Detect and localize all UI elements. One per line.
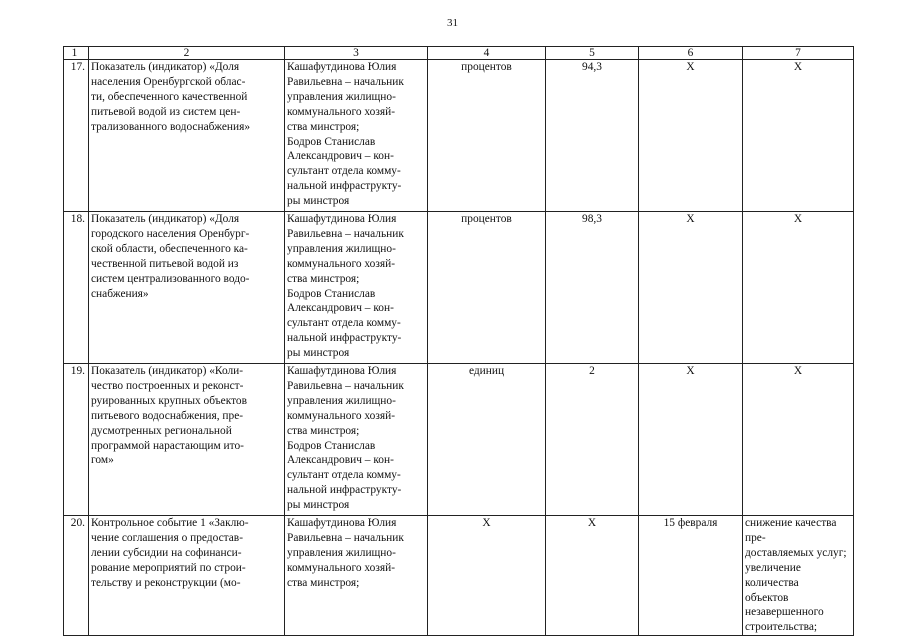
row-number: 19. (64, 364, 89, 516)
row-number: 17. (64, 60, 89, 212)
row-value: 2 (546, 364, 639, 516)
table-row (64, 212, 854, 364)
header-cell: 2 (89, 47, 285, 60)
header-cell: 3 (285, 47, 428, 60)
row-value: 94,3 (546, 60, 639, 212)
row-col7: снижение качества пре- доставляемых услуг; увеличение количества объектов незавершенного строительства; (743, 516, 854, 636)
row-col6: X (639, 60, 743, 212)
row-unit: единиц (428, 364, 546, 516)
row-value: X (546, 516, 639, 636)
row-unit: процентов (428, 212, 546, 364)
table-row (64, 60, 854, 212)
row-col7: X (743, 60, 854, 212)
document-table (63, 46, 854, 636)
header-cell: 6 (639, 47, 743, 60)
row-col7: X (743, 364, 854, 516)
row-value: 98,3 (546, 212, 639, 364)
row-col6: X (639, 212, 743, 364)
row-responsible: Кашафутдинова Юлия Равильевна – начальник управления жилищно- коммунального хозяй- ства минстроя; Бодров Станислав Александрович – кон- сультант отдела комму- нальной инфраструкту- ры минстроя (285, 60, 428, 212)
header-row (64, 47, 854, 60)
row-number: 18. (64, 212, 89, 364)
row-responsible: Кашафутдинова Юлия Равильевна – начальник управления жилищно- коммунального хозяй- ства минстроя; Бодров Станислав Александрович – кон- сультант отдела комму- нальной инфраструкту- ры минстроя (285, 364, 428, 516)
row-col7: X (743, 212, 854, 364)
row-col6: X (639, 364, 743, 516)
row-col6: 15 февраля (639, 516, 743, 636)
row-name: Контрольное событие 1 «Заклю- чение соглашения о предостав- лении субсидии на софинанси- рование мероприятий по строи- тельству и реконструкции (мо- (89, 516, 285, 636)
row-unit: X (428, 516, 546, 636)
table-row (64, 516, 854, 636)
header-cell: 5 (546, 47, 639, 60)
header-cell: 7 (743, 47, 854, 60)
page-number: 31 (447, 17, 458, 29)
row-name: Показатель (индикатор) «Доля населения Оренбургской облас- ти, обеспеченного качественной питьевой водой из систем цен- трализованного водоснабжения» (89, 60, 285, 212)
header-cell: 4 (428, 47, 546, 60)
row-responsible: Кашафутдинова Юлия Равильевна – начальник управления жилищно- коммунального хозяй- ства минстроя; Бодров Станислав Александрович – кон- сультант отдела комму- нальной инфраструкту- ры минстроя (285, 212, 428, 364)
row-unit: процентов (428, 60, 546, 212)
header-cell: 1 (64, 47, 89, 60)
row-number: 20. (64, 516, 89, 636)
row-name: Показатель (индикатор) «Доля городского населения Оренбург- ской области, обеспеченного ка- чественной питьевой водой из систем централизованного водо- снабжения» (89, 212, 285, 364)
table-row (64, 364, 854, 516)
row-responsible: Кашафутдинова Юлия Равильевна – начальник управления жилищно- коммунального хозяй- ства минстроя; (285, 516, 428, 636)
row-name: Показатель (индикатор) «Коли- чество построенных и реконст- руированных крупных объектов питьевого водоснабжения, пре- дусмотренных региональной программой нарастающим ито- гом» (89, 364, 285, 516)
